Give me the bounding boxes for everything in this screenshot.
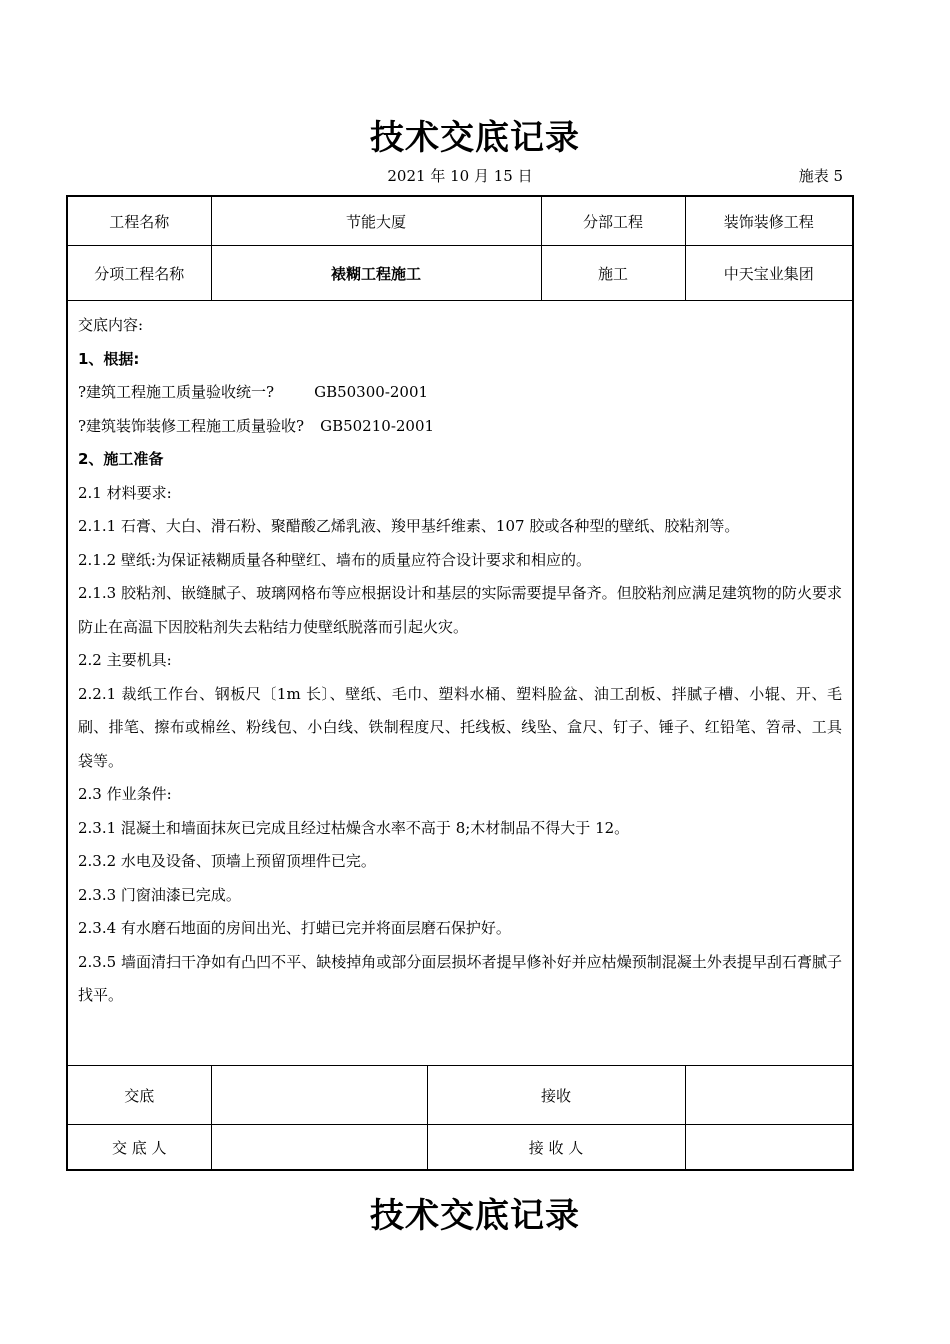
receive-person-field[interactable] (685, 1125, 853, 1171)
handover-label: 交底 (67, 1066, 211, 1125)
content-row (67, 301, 853, 1066)
record-table (66, 195, 854, 1171)
handover-person-label: 交 底 人 (67, 1125, 211, 1171)
project-label: 工程名称 (67, 196, 211, 246)
subitem-row (67, 246, 853, 301)
reference-2: ?建筑装饰装修工程施工质量验收? GB50210-2001 (78, 416, 435, 435)
item-2-3-1: 2.3.1 混凝土和墙面抹灰已完成且经过枯燥含水率不高于 8;木材制品不得大于 12。 (78, 818, 630, 837)
subitem-label: 分项工程名称 (67, 246, 211, 301)
subitem-value: 裱糊工程施工 (211, 246, 541, 301)
section-2-heading: 2、施工准备 (78, 450, 164, 468)
item-2-1: 2.1 材料要求: (78, 483, 172, 502)
document-title: 技术交底记录 (370, 118, 580, 158)
handover-person-field[interactable] (211, 1125, 427, 1171)
reference-1: ?建筑工程施工质量验收统一? GB50300-2001 (78, 383, 429, 401)
division-value: 装饰装修工程 (685, 196, 853, 246)
item-2-3: 2.3 作业条件: (78, 785, 172, 803)
next-page-title: 技术交底记录 (370, 1196, 580, 1236)
record-date: 2021 年 10 月 15 日 (387, 167, 533, 185)
division-label: 分部工程 (541, 196, 685, 246)
item-2-3-4: 2.3.4 有水磨石地面的房间出光、打蜡已完并将面层磨石保护好。 (78, 919, 511, 937)
project-row (67, 196, 853, 246)
receive-person-label: 接 收 人 (427, 1125, 685, 1171)
form-number: 施表 5 (798, 167, 843, 185)
item-2-3-5: 2.3.5 墙面清扫干净如有凸凹不平、缺棱掉角或部分面层损坏者提早修补好并应枯燥预制混凝土外表提早刮石膏腻子找平。 (78, 952, 843, 1004)
project-value: 节能大厦 (211, 196, 541, 246)
item-2-3-3: 2.3.3 门窗油漆已完成。 (78, 885, 241, 904)
item-2-1-2: 2.1.2 壁纸:为保证裱糊质量各种壁红、墙布的质量应符合设计要求和相应的。 (78, 550, 591, 569)
handover-row (67, 1066, 853, 1125)
receive-label: 接收 (427, 1066, 685, 1125)
content-cell (67, 301, 853, 1066)
content-intro: 交底内容: (78, 316, 144, 334)
receive-field[interactable] (685, 1066, 853, 1125)
section-1-heading: 1、根据: (78, 349, 140, 368)
construction-label: 施工 (541, 246, 685, 301)
signature-row (67, 1125, 853, 1171)
construction-value: 中天宝业集团 (685, 246, 853, 301)
item-2-3-2: 2.3.2 水电及设备、顶墙上预留顶埋件已完。 (78, 852, 376, 870)
item-2-1-3: 2.1.3 胶粘剂、嵌缝腻子、玻璃网格布等应根据设计和基层的实际需要提早备齐。但胶粘剂应满足建筑物的防火要求防止在高温下因胶粘剂失去粘结力使壁纸脱落而引起火灾。 (78, 584, 843, 636)
item-2-1-1: 2.1.1 石膏、大白、滑石粉、聚醋酸乙烯乳液、羧甲基纤维素、107 胶或各种型的壁纸、胶粘剂等。 (78, 517, 740, 535)
handover-field[interactable] (211, 1066, 427, 1125)
item-2-2-1: 2.2.1 裁纸工作台、钢板尺〔1m 长〕、壁纸、毛巾、塑料水桶、塑料脸盆、油工刮板、拌腻子槽、小辊、开、毛刷、排笔、擦布或棉丝、粉线包、小白线、铁制程度尺、托线板、线坠、盒尺、钉子、锤子、红铅笔、笤帚、工具袋等。 (78, 684, 843, 770)
item-2-2: 2.2 主要机具: (78, 651, 172, 669)
